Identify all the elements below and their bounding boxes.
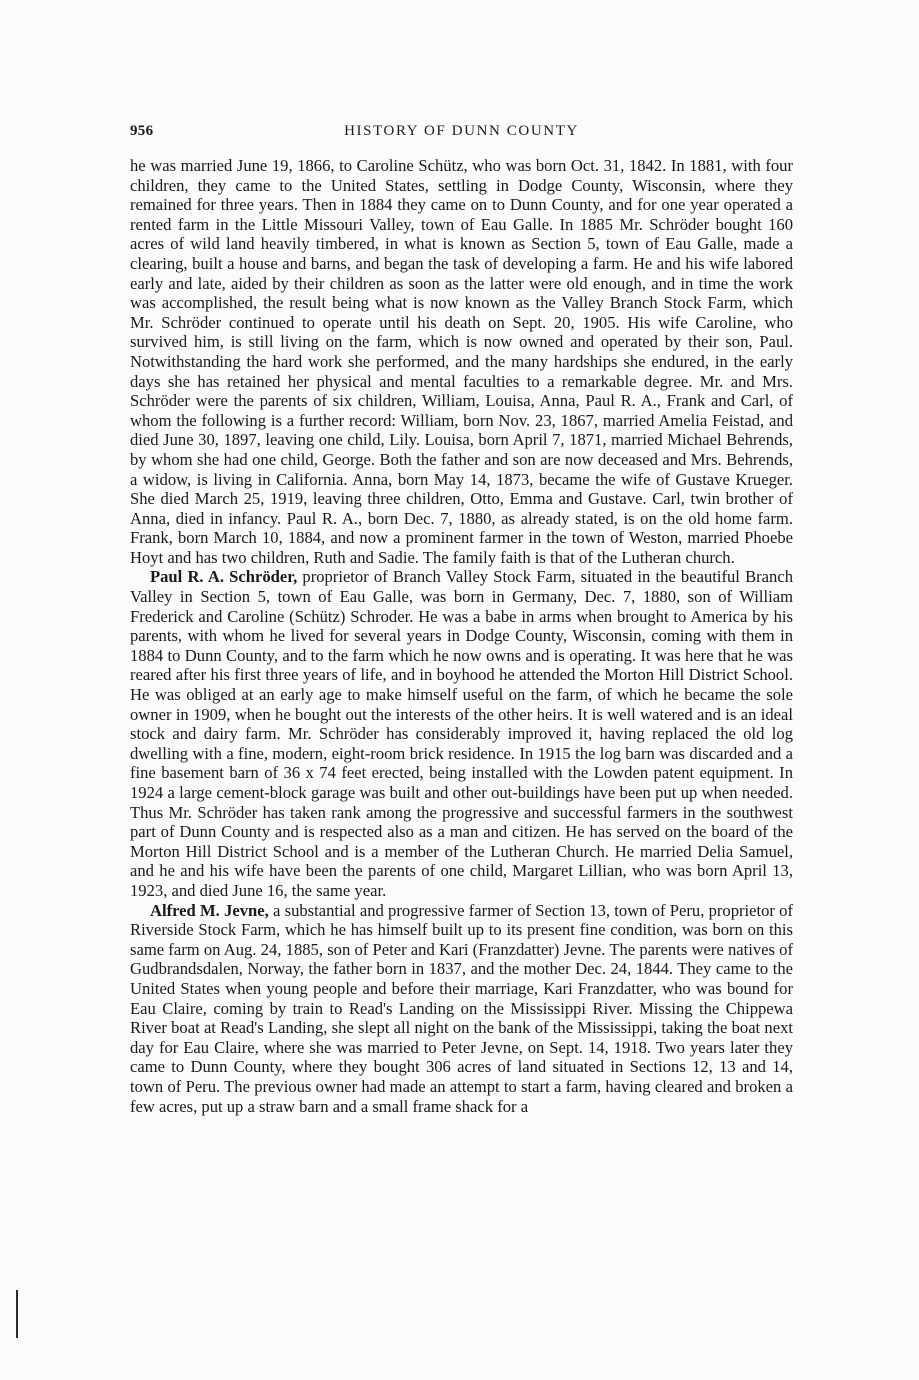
body-text [130,156,793,1116]
paragraph-alfred-jevne [130,901,793,1117]
paragraph-text: proprietor of Branch Valley Stock Farm, situated in the beautiful Branch Valley in Section 5, town of Eau Galle, was born in Germany, Dec. 7, 1880, son of William Frederick and Caroline (Schütz) Schroder. He was a babe in arms when brought to America by his parents, with whom he lived for several years in Dodge County, Wisconsin, coming with them in 1884 to Dunn County, and to the farm which he now owns and is operating. It was here that he was reared after his first three years of life, and in boyhood he attended the Morton Hill District School. He was obliged at an early age to make himself useful on the farm, of which he became the sole owner in 1909, when he bought out the interests of the other heirs. It is well watered and is an ideal stock and dairy farm. Mr. Schröder has considerably improved it, having replaced the old log dwelling with a fine, modern, eight-room brick residence. In 1915 the log barn was discarded and a fine basement barn of 36 x 74 feet erected, being installed with the Lowden patent equipment. In 1924 a large cement-block garage was built and other out-buildings have been put up when needed. Thus Mr. Schröder has taken rank among the progressive and successful farmers in the southwest part of Dunn County and is respected also as a man and citizen. He has served on the board of the Morton Hill District School and is a member of the Lutheran Church. He married Delia Samuel, and he and his wife have been the parents of one child, Margaret Lillian, who was born April 13, 1923, and died June 16, the same year. [130,567,793,900]
paragraph-text: he was married June 19, 1866, to Caroline Schütz, who was born Oct. 31, 1842. In 1881, with four children, they came to the United States, settling in Dodge County, Wisconsin, where they remained for three years. Then in 1884 they came on to Dunn County, and for one year operated a rented farm in the Little Missouri Valley, town of Eau Galle. In 1885 Mr. Schröder bought 160 acres of wild land heavily timbered, in what is known as Section 5, town of Eau Galle, made a clearing, built a house and barns, and began the task of developing a farm. He and his wife labored early and late, aided by their children as soon as the latter were old enough, and in time the work was accomplished, the result being what is now known as the Valley Branch Stock Farm, which Mr. Schröder continued to operate until his death on Sept. 20, 1905. His wife Caroline, who survived him, is still living on the farm, which is now owned and operated by their son, Paul. Notwithstanding the hard work she performed, and the many hardships she endured, in the early days she has retained her physical and mental faculties to a remarkable degree. Mr. and Mrs. Schröder were the parents of six children, William, Louisa, Anna, Paul R. A., Frank and Carl, of whom the following is a further record: William, born Nov. 23, 1867, married Amelia Feistad, and died June 30, 1897, leaving one child, Lily. Louisa, born April 7, 1871, married Michael Behrends, by whom she had one child, George. Both the father and son are now deceased and Mrs. Behrends, a widow, is living in California. Anna, born May 14, 1873, became the wife of Gustave Krueger. She died March 25, 1919, leaving three children, Otto, Emma and Gustave. Carl, twin brother of Anna, died in infancy. Paul R. A., born Dec. 7, 1880, as already stated, is on the old home farm. Frank, born March 10, 1884, and now a prominent farmer in the town of Weston, married Phoebe Hoyt and has two children, Ruth and Sadie. The family faith is that of the Lutheran church. [130,156,793,567]
paragraph-text: a substantial and progressive farmer of Section 13, town of Peru, proprietor of Riverside Stock Farm, which he has himself built up to its present fine condition, was born on this same farm on Aug. 24, 1885, son of Peter and Kari (Franzdatter) Jevne. The parents were natives of Gudbrandsdalen, Norway, the father born in 1837, and the mother Dec. 24, 1844. They came to the United States when young people and before their marriage, Kari Franzdatter, who was bound for Eau Claire, coming by train to Read's Landing on the Mississippi River. Missing the Chippewa River boat at Read's Landing, she slept all night on the bank of the Mississippi, taking the boat next day for Eau Claire, where she was married to Peter Jevne, on Sept. 14, 1918. Two years later they came to Dunn County, where they bought 306 acres of land situated in Sections 12, 13 and 14, town of Peru. The previous owner had made an attempt to start a farm, having cleared and broken a few acres, put up a straw barn and a small frame shack for a [130,900,794,1116]
paragraph-paul-schroder [130,567,793,900]
page-number: 956 [130,123,154,139]
margin-scan-mark [16,1290,18,1338]
book-page [130,120,793,1116]
running-head: HISTORY OF DUNN COUNTY [344,123,579,139]
biography-name: Alfred M. Jevne, [150,900,269,920]
page-header [130,120,793,142]
paragraph-schroder-family [130,156,793,567]
biography-name: Paul R. A. Schröder, [150,567,298,587]
